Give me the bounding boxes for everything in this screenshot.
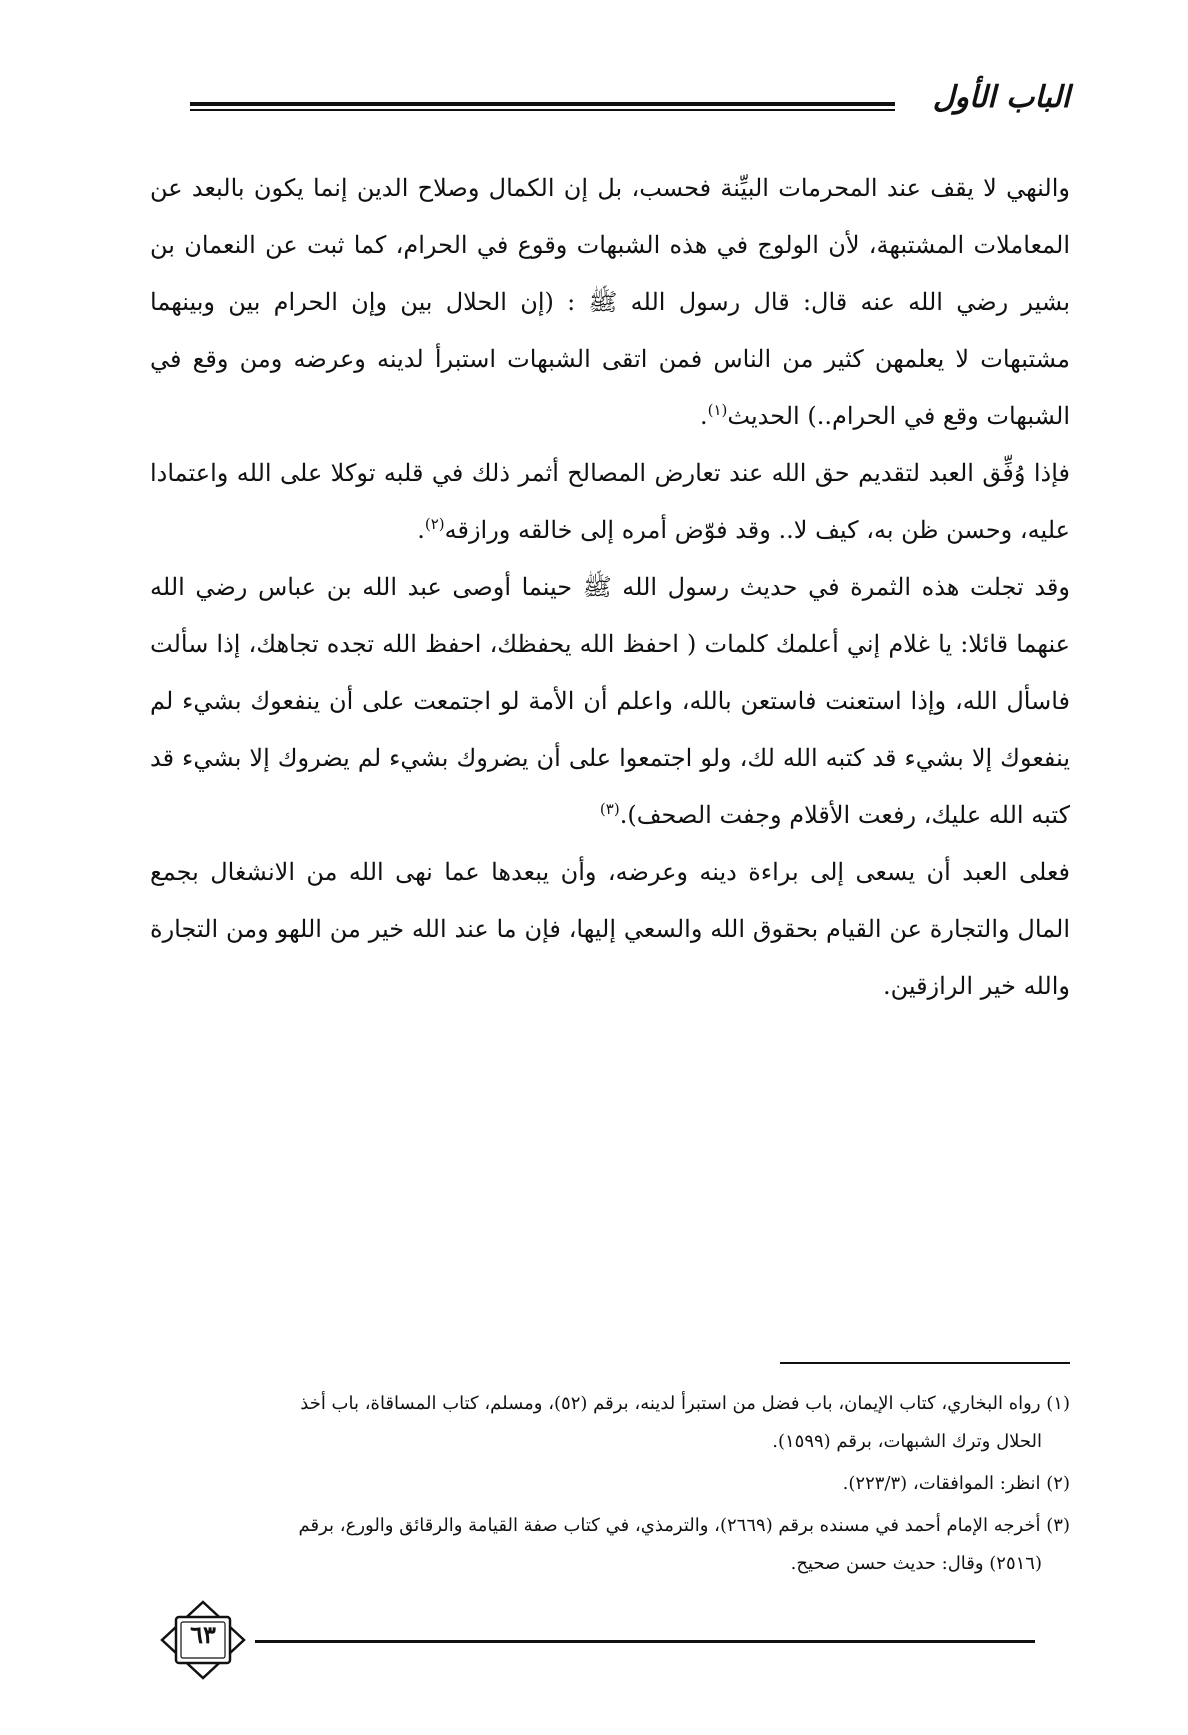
footnote-separator (780, 1362, 1070, 1364)
footnote-item: (٢) انظر: الموافقات، (٢٢٣/٣). (842, 1473, 1070, 1494)
paragraph: والنهي لا يقف عند المحرمات البيِّنة فحسب، بل إن الكمال وصلاح الدين إنما يكون بالبعد عن المعاملات المشتبهة، لأن الولوج في هذه الشبهات وقوع في الحرام، كما ثبت عن النعمان بن بشير رضي الله عنه قال: قال رسول الله ﷺ : (إن الحلال بين وإن الحرام بين وبينهما مشتبهات لا يعلمهن كثير من الناس فمن اتقى الشبهات استبرأ لدينه وعرضه ومن وقع في الشبهات وقع في الحرام..) الحديث$^{(١)}$. (150, 174, 1071, 430)
footnote-ref[interactable]: (٣) (599, 800, 620, 818)
page-number: ٦٣ (190, 1620, 216, 1649)
main-text (150, 160, 1070, 1015)
footnote-item: (١) رواه البخاري، كتاب الإيمان، باب فضل من استبرأ لدينه، برقم (٥٢)، ومسلم، كتاب المساقاة، باب أخذ الحلال وترك الشبهات، برقم (١٥٩٩). (300, 1393, 1070, 1452)
footnote-item: (٣) أخرجه الإمام أحمد في مسنده برقم (٢٦٦٩)، والترمذي، في كتاب صفة القيامة والرقائق والورع، برقم (٢٥١٦) وقال: حديث حسن صحيح. (298, 1515, 1070, 1574)
running-header (190, 80, 1070, 120)
paragraph: فعلى العبد أن يسعى إلى براءة دينه وعرضه، وأن يبعدها عما نهى الله من الانشغال بجمع المال والتجارة عن القيام بحقوق الله والسعي إليها، فإن ما عند الله خير من اللهو ومن التجارة والله خير الرازقين. (150, 858, 1070, 1000)
chapter-title: الباب الأول (932, 80, 1070, 115)
footer-rule (255, 1640, 1035, 1643)
footnote-ref[interactable]: (٢) (424, 515, 445, 533)
paragraph: وقد تجلت هذه الثمرة في حديث رسول الله ﷺ حينما أوصى عبد الله بن عباس رضي الله عنهما قائلا: يا غلام إني أعلمك كلمات ( احفظ الله يحفظك، احفظ الله تجده تجاهك، إذا سألت فاسأل الله، وإذا استعنت فاستعن بالله، واعلم أن الأمة لو اجتمعت على أن ينفعوك بشيء لم ينفعوك إلا بشيء قد كتبه الله لك، ولو اجتمعوا على أن يضروك بشيء لم يضروك إلا بشيء قد كتبه الله عليك، رفعت الأقلام وجفت الصحف).$^{(٣)}$ (150, 573, 1070, 829)
footnote-ref[interactable]: (١) (707, 401, 728, 419)
paragraph: فإذا وُفِّق العبد لتقديم حق الله عند تعارض المصالح أثمر ذلك في قلبه توكلا على الله واعتمادا عليه، وحسن ظن به، كيف لا.. وقد فوّض أمره إلى خالقه ورازقه$^{(٢)}$. (150, 459, 1070, 544)
header-rule (190, 102, 895, 111)
footnotes (150, 1385, 1070, 1587)
